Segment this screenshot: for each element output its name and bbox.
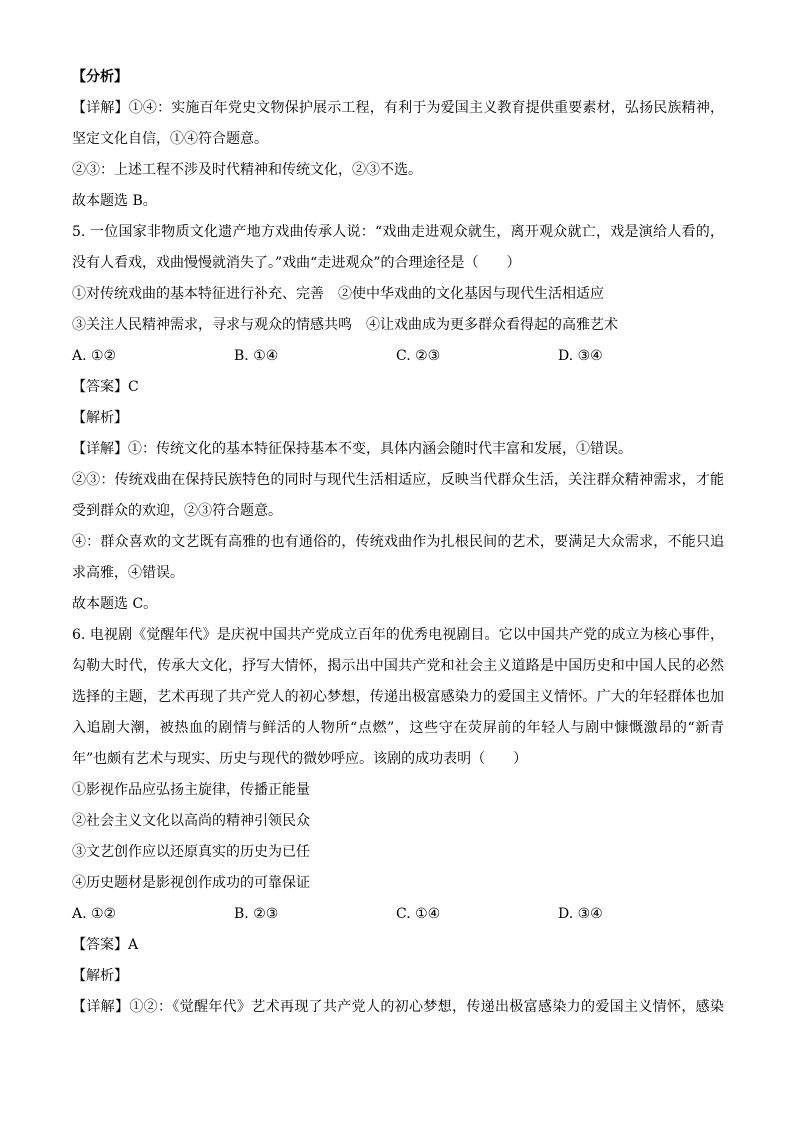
q5-statement-1-2: ①对传统戏曲的基本特征进行补充、完善 ②使中华戏曲的文化基因与现代生活相适应	[72, 286, 604, 302]
q6-option-c: C. ①④	[396, 906, 441, 922]
q5-stem-line-2: 没有人看戏，戏曲慢慢就消失了。”戏曲“走进观众”的合理途径是（ ）	[72, 255, 521, 271]
q5-stem-line-1: 5. 一位国家非物质文化遗产地方戏曲传承人说：“戏曲走进观众就生，离开观众就亡，戏是演给人看的，	[72, 224, 724, 240]
q6-options	[72, 899, 724, 930]
q6-stem-line-3: 选择的主题，艺术再现了共产党人的初心梦想，传递出极富感染力的爱国主义情怀。广大的年轻群体也加	[72, 689, 724, 705]
q5-explanation-line-5: 求高雅，④错误。	[72, 565, 184, 581]
q5-conclusion: 故本题选 C。	[72, 596, 158, 612]
q5-option-b: B. ①④	[234, 348, 279, 364]
q6-option-d: D. ③④	[558, 906, 603, 922]
q4-explanation-line-3: ②③：上述工程不涉及时代精神和传统文化，②③不选。	[72, 162, 422, 178]
q6-analysis-heading: 【解析】	[72, 968, 128, 984]
q4-explanation-line-1: 【详解】①④：实施百年党史文物保护展示工程，有利于为爱国主义教育提供重要素材，弘扬民族精神，	[72, 100, 724, 116]
q6-stem-line-5: 年”也颇有艺术与现实、历史与现代的微妙呼应。该剧的成功表明（ ）	[72, 751, 528, 767]
q6-option-a: A. ①②	[72, 906, 117, 922]
q6-answer: 【答案】A	[72, 937, 139, 953]
q5-explanation-line-3: 受到群众的欢迎，②③符合题意。	[72, 503, 282, 519]
q6-stem-line-4: 入追剧大潮，被热血的剧情与鲜活的人物所“点燃”，这些守在荧屏前的年轻人与剧中慷慨激昂的“新青	[72, 720, 724, 736]
q5-option-d: D. ③④	[558, 348, 603, 364]
q6-statement-3: ③文艺创作应以还原真实的历史为已任	[72, 844, 310, 860]
q5-explanation-line-2: ②③：传统戏曲在保持民族特色的同时与现代生活相适应，反映当代群众生活，关注群众精神需求，才能	[72, 472, 724, 488]
q6-stem-line-2: 勾勒大时代，传承大文化，抒写大情怀，揭示出中国共产党和社会主义道路是中国历史和中国人民的必然	[72, 658, 724, 674]
q6-statement-1: ①影视作品应弘扬主旋律，传播正能量	[72, 782, 310, 798]
q6-option-b: B. ②③	[234, 906, 279, 922]
q5-answer: 【答案】C	[72, 379, 139, 395]
q4-conclusion: 故本题选 B。	[72, 193, 157, 209]
q6-stem-line-1: 6. 电视剧《觉醒年代》是庆祝中国共产党成立百年的优秀电视剧目。它以中国共产党的成立为核心事件，	[72, 627, 724, 643]
q4-explanation-line-2: 坚定文化自信，①④符合题意。	[72, 131, 268, 147]
q5-option-c: C. ②③	[396, 348, 441, 364]
q5-option-a: A. ①②	[72, 348, 117, 364]
document-page	[72, 62, 724, 1023]
q5-explanation-line-4: ④：群众喜欢的文艺既有高雅的也有通俗的，传统戏曲作为扎根民间的艺术，要满足大众需求，不能只追	[72, 534, 724, 550]
q6-explanation-line-1: 【详解】①②：《觉醒年代》艺术再现了共产党人的初心梦想，传递出极富感染力的爱国主义情怀，感染	[72, 999, 724, 1015]
q6-statement-4: ④历史题材是影视创作成功的可靠保证	[72, 875, 310, 891]
q6-statement-2: ②社会主义文化以高尚的精神引领民众	[72, 813, 310, 829]
q5-explanation-line-1: 【详解】①：传统文化的基本特征保持基本不变，具体内涵会随时代丰富和发展，①错误。	[72, 441, 632, 457]
q5-analysis-heading: 【解析】	[72, 410, 128, 426]
q5-statement-3-4: ③关注人民精神需求，寻求与观众的情感共鸣 ④让戏曲成为更多群众看得起的高雅艺术	[72, 317, 618, 333]
q5-options	[72, 341, 724, 372]
analysis-heading: 【分析】	[72, 69, 128, 85]
